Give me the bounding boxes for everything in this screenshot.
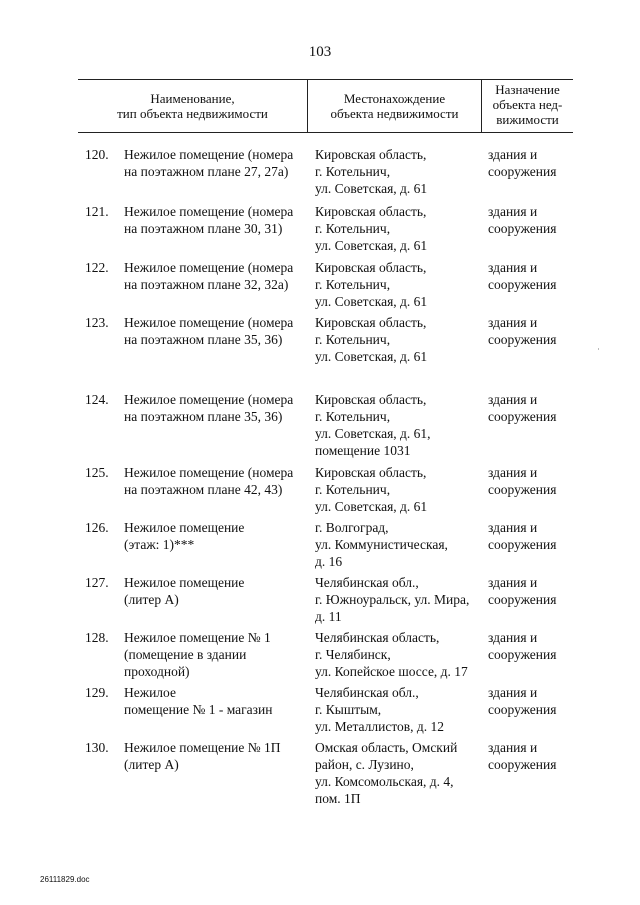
row-number: 125.	[85, 465, 109, 480]
row-number: 129.	[85, 685, 109, 700]
row-number: 128.	[85, 630, 109, 645]
row-number: 123.	[85, 315, 109, 330]
row-location: Кировская область, г. Котельнич, ул. Советская, д. 61, помещение 1031	[315, 392, 431, 458]
header-purpose-column: Назначение объекта нед- вижимости	[492, 82, 563, 127]
row-purpose: здания и сооружения	[488, 147, 557, 179]
row-purpose: здания и сооружения	[488, 204, 557, 236]
row-purpose: здания и сооружения	[488, 392, 557, 424]
row-location: Челябинская обл., г. Южноуральск, ул. Мира, д. 11	[315, 575, 470, 624]
row-location: г. Волгоград, ул. Коммунистическая, д. 16	[315, 520, 448, 569]
row-purpose: здания и сооружения	[488, 465, 557, 497]
row-name: Нежилое помещение (номера на поэтажном плане 32, 32а)	[124, 260, 294, 292]
row-location: Кировская область, г. Котельнич, ул. Советская, д. 61	[315, 147, 428, 196]
row-name: Нежилое помещение (номера на поэтажном плане 27, 27а)	[124, 147, 294, 179]
row-name: Нежилое помещение (номера на поэтажном плане 30, 31)	[124, 204, 294, 236]
row-location: Челябинская область, г. Челябинск, ул. Копейское шоссе, д. 17	[315, 630, 468, 679]
row-purpose: здания и сооружения	[488, 630, 557, 662]
row-number: 127.	[85, 575, 109, 590]
row-name: Нежилое помещение (этаж: 1)***	[124, 520, 245, 552]
row-location: Кировская область, г. Котельнич, ул. Советская, д. 61	[315, 204, 428, 253]
row-number: 122.	[85, 260, 109, 275]
row-name: Нежилое помещение (литер А)	[124, 575, 245, 607]
header-location-column: Местонахождение объекта недвижимости	[330, 91, 459, 121]
row-name: Нежилое помещение (номера на поэтажном плане 35, 36)	[124, 315, 294, 347]
row-name: Нежилое помещение № 1 (помещение в здании проходной)	[124, 630, 271, 679]
row-name: Нежилое помещение (номера на поэтажном плане 42, 43)	[124, 465, 294, 497]
row-purpose: здания и сооружения	[488, 685, 557, 717]
table-header	[78, 79, 573, 133]
row-purpose: здания и сооружения	[488, 740, 557, 772]
row-purpose: здания и сооружения	[488, 520, 557, 552]
header-name-column: Наименование, тип объекта недвижимости	[117, 91, 268, 121]
row-name: Нежилое помещение № 1 - магазин	[124, 685, 273, 717]
row-number: 121.	[85, 204, 109, 219]
row-purpose: здания и сооружения	[488, 260, 557, 292]
row-name: Нежилое помещение (номера на поэтажном плане 35, 36)	[124, 392, 294, 424]
row-purpose: здания и сооружения	[488, 315, 557, 347]
page-number: 103	[308, 44, 332, 60]
row-number: 126.	[85, 520, 109, 535]
row-number: 120.	[85, 147, 109, 162]
row-location: Кировская область, г. Котельнич, ул. Советская, д. 61	[315, 465, 428, 514]
row-location: Омская область, Омский район, с. Лузино, ул. Комсомольская, д. 4, пом. 1П	[315, 740, 458, 806]
row-number: 124.	[85, 392, 109, 407]
scan-speck	[598, 348, 599, 350]
row-location: Челябинская обл., г. Кыштым, ул. Металлистов, д. 12	[315, 685, 445, 734]
row-location: Кировская область, г. Котельнич, ул. Советская, д. 61	[315, 260, 428, 309]
row-purpose: здания и сооружения	[488, 575, 557, 607]
row-name: Нежилое помещение № 1П (литер А)	[124, 740, 281, 772]
footer-filename: 26111829.doc	[40, 875, 90, 884]
row-number: 130.	[85, 740, 109, 755]
row-location: Кировская область, г. Котельнич, ул. Советская, д. 61	[315, 315, 428, 364]
